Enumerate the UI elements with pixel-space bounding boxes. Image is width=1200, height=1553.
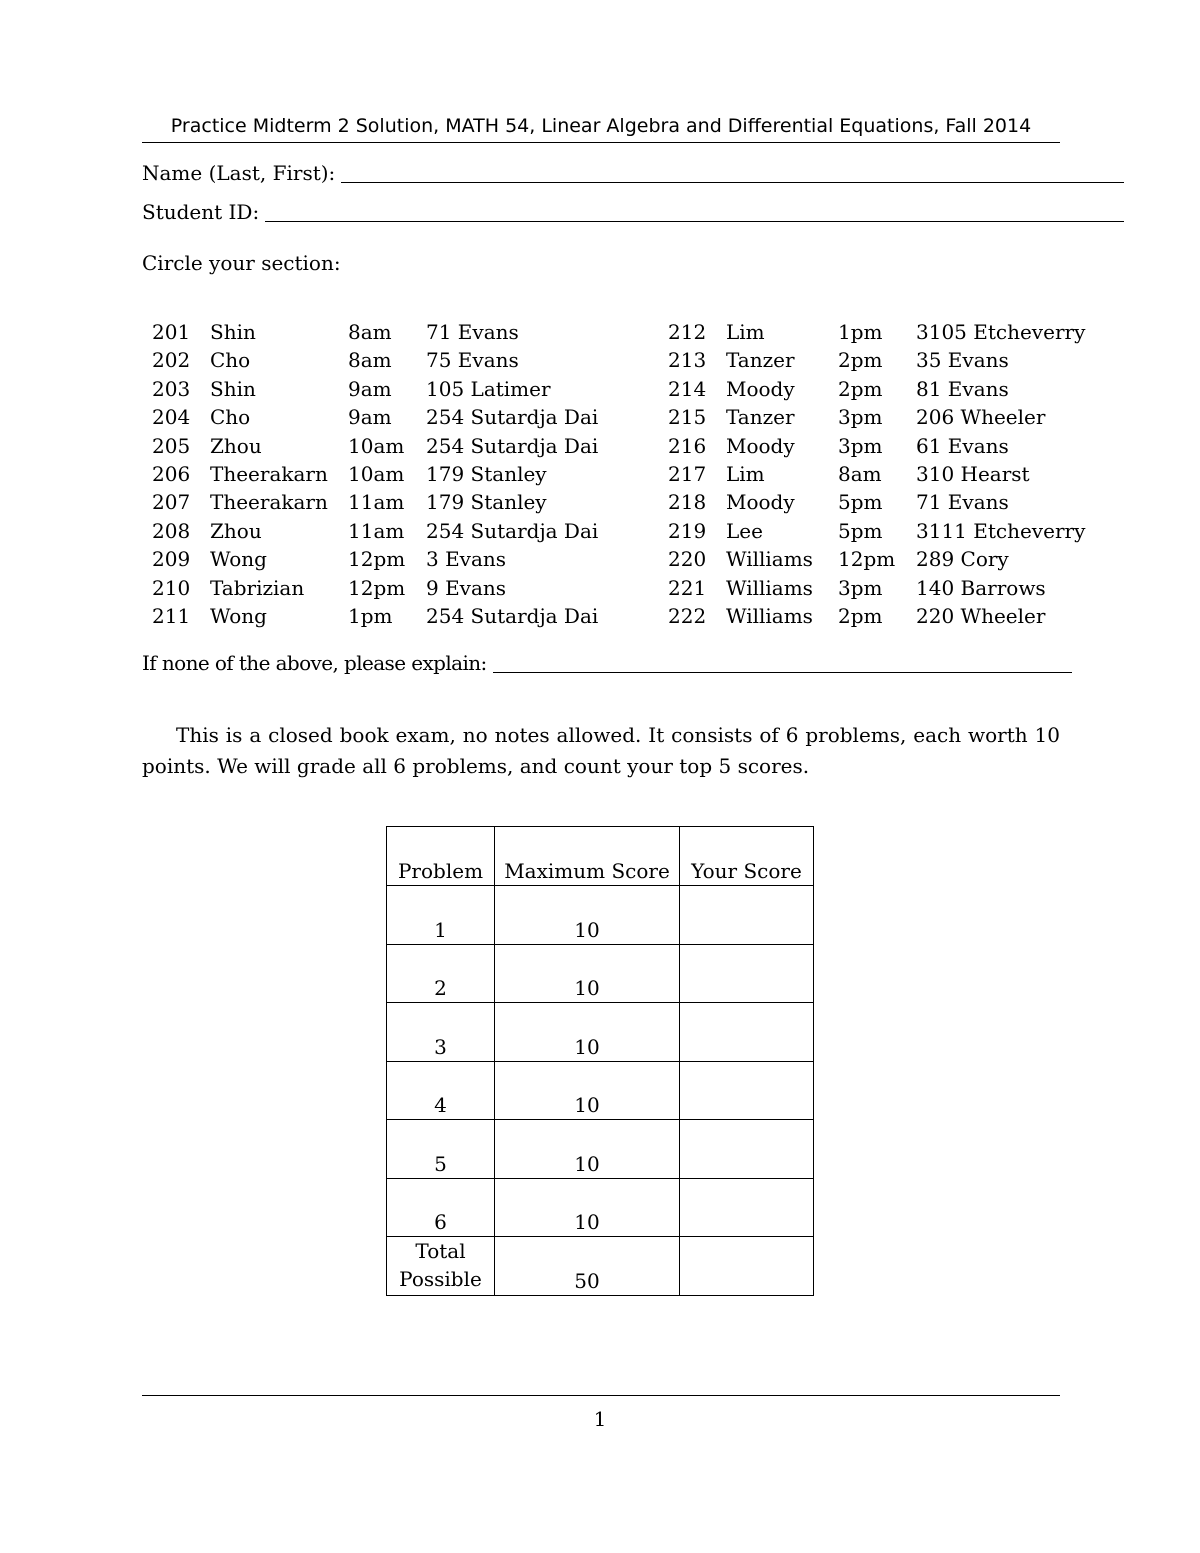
section-time: 2pm (838, 376, 883, 401)
name-field-row (142, 160, 1124, 186)
section-instructor: Moody (726, 433, 795, 458)
your-score-cell[interactable] (680, 1003, 814, 1062)
your-score-cell[interactable] (680, 1178, 814, 1237)
section-number: 222 (668, 603, 707, 628)
section-instructor: Shin (210, 320, 256, 344)
section-room: 71 Evans (426, 320, 519, 344)
section-number: 218 (668, 490, 707, 515)
table-row (387, 1003, 814, 1062)
section-instructor: Lim (726, 320, 765, 344)
header-problem: Problem (387, 827, 495, 886)
section-time: 2pm (838, 603, 883, 628)
max-score: 10 (495, 944, 680, 1003)
section-time: 1pm (838, 320, 883, 344)
section-number: 207 (152, 490, 191, 515)
section-room: 61 Evans (916, 433, 1009, 458)
problem-number: 3 (387, 1003, 495, 1062)
section-room: 289 Cory (916, 547, 1009, 572)
section-instructor: Tanzer (726, 405, 795, 430)
section-number: 205 (152, 433, 191, 458)
section-instructor: Zhou (210, 433, 262, 458)
max-score: 10 (495, 1178, 680, 1237)
section-instructor: Theerakarn (210, 461, 328, 486)
header-your-score: Your Score (680, 827, 814, 886)
score-table (386, 826, 814, 1296)
section-instructor: Lim (726, 461, 765, 486)
section-room: 9 Evans (426, 575, 507, 600)
total-possible-label (387, 1237, 495, 1296)
section-instructor: Lee (726, 518, 763, 543)
section-number: 216 (668, 433, 707, 458)
section-room: 254 Sutardja Dai (426, 518, 599, 543)
section-number: 217 (668, 461, 707, 486)
section-number: 221 (668, 575, 707, 600)
page-number: 1 (593, 1407, 607, 1431)
section-instructor: Cho (210, 405, 251, 430)
section-time: 8am (348, 348, 392, 373)
table-row (387, 1178, 814, 1237)
section-time: 8am (838, 461, 882, 486)
section-instructor: Moody (726, 376, 795, 401)
section-room: 75 Evans (426, 348, 519, 373)
max-score: 10 (495, 1061, 680, 1120)
section-time: 3pm (838, 405, 883, 430)
section-instructor: Tanzer (726, 348, 795, 373)
section-room: 254 Sutardja Dai (426, 603, 599, 628)
section-number: 202 (152, 348, 191, 373)
section-number: 213 (668, 348, 707, 373)
section-room: 206 Wheeler (916, 405, 1046, 430)
problem-number: 2 (387, 944, 495, 1003)
total-max-score: 50 (495, 1237, 680, 1296)
max-score: 10 (495, 886, 680, 945)
page-header (142, 112, 1060, 143)
total-label-line1: Total (415, 1239, 466, 1263)
section-number: 208 (152, 518, 191, 543)
section-room: 105 Latimer (426, 376, 551, 401)
section-time: 1pm (348, 603, 393, 628)
student-id-label: Student ID: (142, 200, 260, 224)
section-instructor: Shin (210, 376, 256, 401)
section-time: 8am (348, 320, 392, 344)
section-time: 11am (348, 490, 405, 515)
section-number: 219 (668, 518, 707, 543)
section-time: 2pm (838, 348, 883, 373)
section-number: 209 (152, 547, 191, 572)
total-label-line2: Possible (399, 1267, 482, 1291)
explain-field-row (142, 650, 1072, 676)
section-time: 9am (348, 405, 392, 430)
section-number: 215 (668, 405, 707, 430)
section-time: 9am (348, 376, 392, 401)
max-score: 10 (495, 1003, 680, 1062)
section-time: 12pm (838, 547, 896, 572)
section-room: 254 Sutardja Dai (426, 405, 599, 430)
circle-section-label: Circle your section: (142, 251, 341, 275)
section-time: 5pm (838, 518, 883, 543)
section-room: 254 Sutardja Dai (426, 433, 599, 458)
section-room: 71 Evans (916, 490, 1009, 515)
section-room: 3105 Etcheverry (916, 320, 1086, 344)
section-room: 81 Evans (916, 376, 1009, 401)
problem-number: 6 (387, 1178, 495, 1237)
section-number: 201 (152, 320, 191, 344)
name-field[interactable] (341, 162, 1124, 183)
problem-number: 4 (387, 1061, 495, 1120)
section-instructor: Zhou (210, 518, 262, 543)
section-time: 3pm (838, 575, 883, 600)
problem-number: 1 (387, 886, 495, 945)
problem-number: 5 (387, 1120, 495, 1179)
section-number: 206 (152, 461, 191, 486)
explain-field[interactable] (493, 652, 1072, 673)
section-number: 203 (152, 376, 191, 401)
explain-label: If none of the above, please explain: (142, 651, 487, 675)
section-instructor: Wong (210, 547, 267, 572)
table-row (387, 944, 814, 1003)
your-score-cell[interactable] (680, 1061, 814, 1120)
page-title: Practice Midterm 2 Solution, MATH 54, Linear Algebra and Differential Equations, Fall 2014 (170, 115, 1032, 137)
name-label: Name (Last, First): (142, 161, 336, 185)
section-instructor: Williams (726, 603, 813, 628)
footer-divider (142, 1395, 1060, 1396)
section-room: 179 Stanley (426, 490, 547, 515)
section-instructor: Williams (726, 547, 813, 572)
section-time: 12pm (348, 575, 406, 600)
section-number: 210 (152, 575, 191, 600)
table-row (387, 1061, 814, 1120)
section-time: 10am (348, 433, 405, 458)
section-number: 212 (668, 320, 707, 344)
section-instructor: Wong (210, 603, 267, 628)
your-score-cell[interactable] (680, 944, 814, 1003)
section-time: 11am (348, 518, 405, 543)
section-room: 35 Evans (916, 348, 1009, 373)
total-row (387, 1237, 814, 1296)
section-room: 220 Wheeler (916, 603, 1046, 628)
section-instructor: Williams (726, 575, 813, 600)
section-instructor: Tabrizian (210, 575, 305, 600)
score-table-header (387, 827, 814, 886)
section-instructor: Moody (726, 490, 795, 515)
section-room: 179 Stanley (426, 461, 547, 486)
section-number: 214 (668, 376, 707, 401)
student-id-field-row (142, 199, 1124, 225)
header-max-score: Maximum Score (495, 827, 680, 886)
student-id-field[interactable] (265, 201, 1124, 222)
max-score: 10 (495, 1120, 680, 1179)
total-your-score-cell[interactable] (680, 1237, 814, 1296)
section-room: 140 Barrows (916, 575, 1046, 600)
section-time: 10am (348, 461, 405, 486)
section-time: 3pm (838, 433, 883, 458)
your-score-cell[interactable] (680, 886, 814, 945)
section-number: 220 (668, 547, 707, 572)
table-row (387, 1120, 814, 1179)
section-number: 204 (152, 405, 191, 430)
section-room: 3111 Etcheverry (916, 518, 1086, 543)
exam-instructions: This is a closed book exam, no notes allowed. It consists of 6 problems, each worth 10 points. We will grade all 6 problems, and count your top 5 scores. (142, 723, 1060, 778)
section-time: 12pm (348, 547, 406, 572)
section-instructor: Cho (210, 348, 251, 373)
section-room: 3 Evans (426, 547, 507, 572)
section-instructor: Theerakarn (210, 490, 328, 515)
table-row (387, 886, 814, 945)
section-room: 310 Hearst (916, 461, 1030, 486)
section-time: 5pm (838, 490, 883, 515)
section-number: 211 (152, 603, 191, 628)
your-score-cell[interactable] (680, 1120, 814, 1179)
